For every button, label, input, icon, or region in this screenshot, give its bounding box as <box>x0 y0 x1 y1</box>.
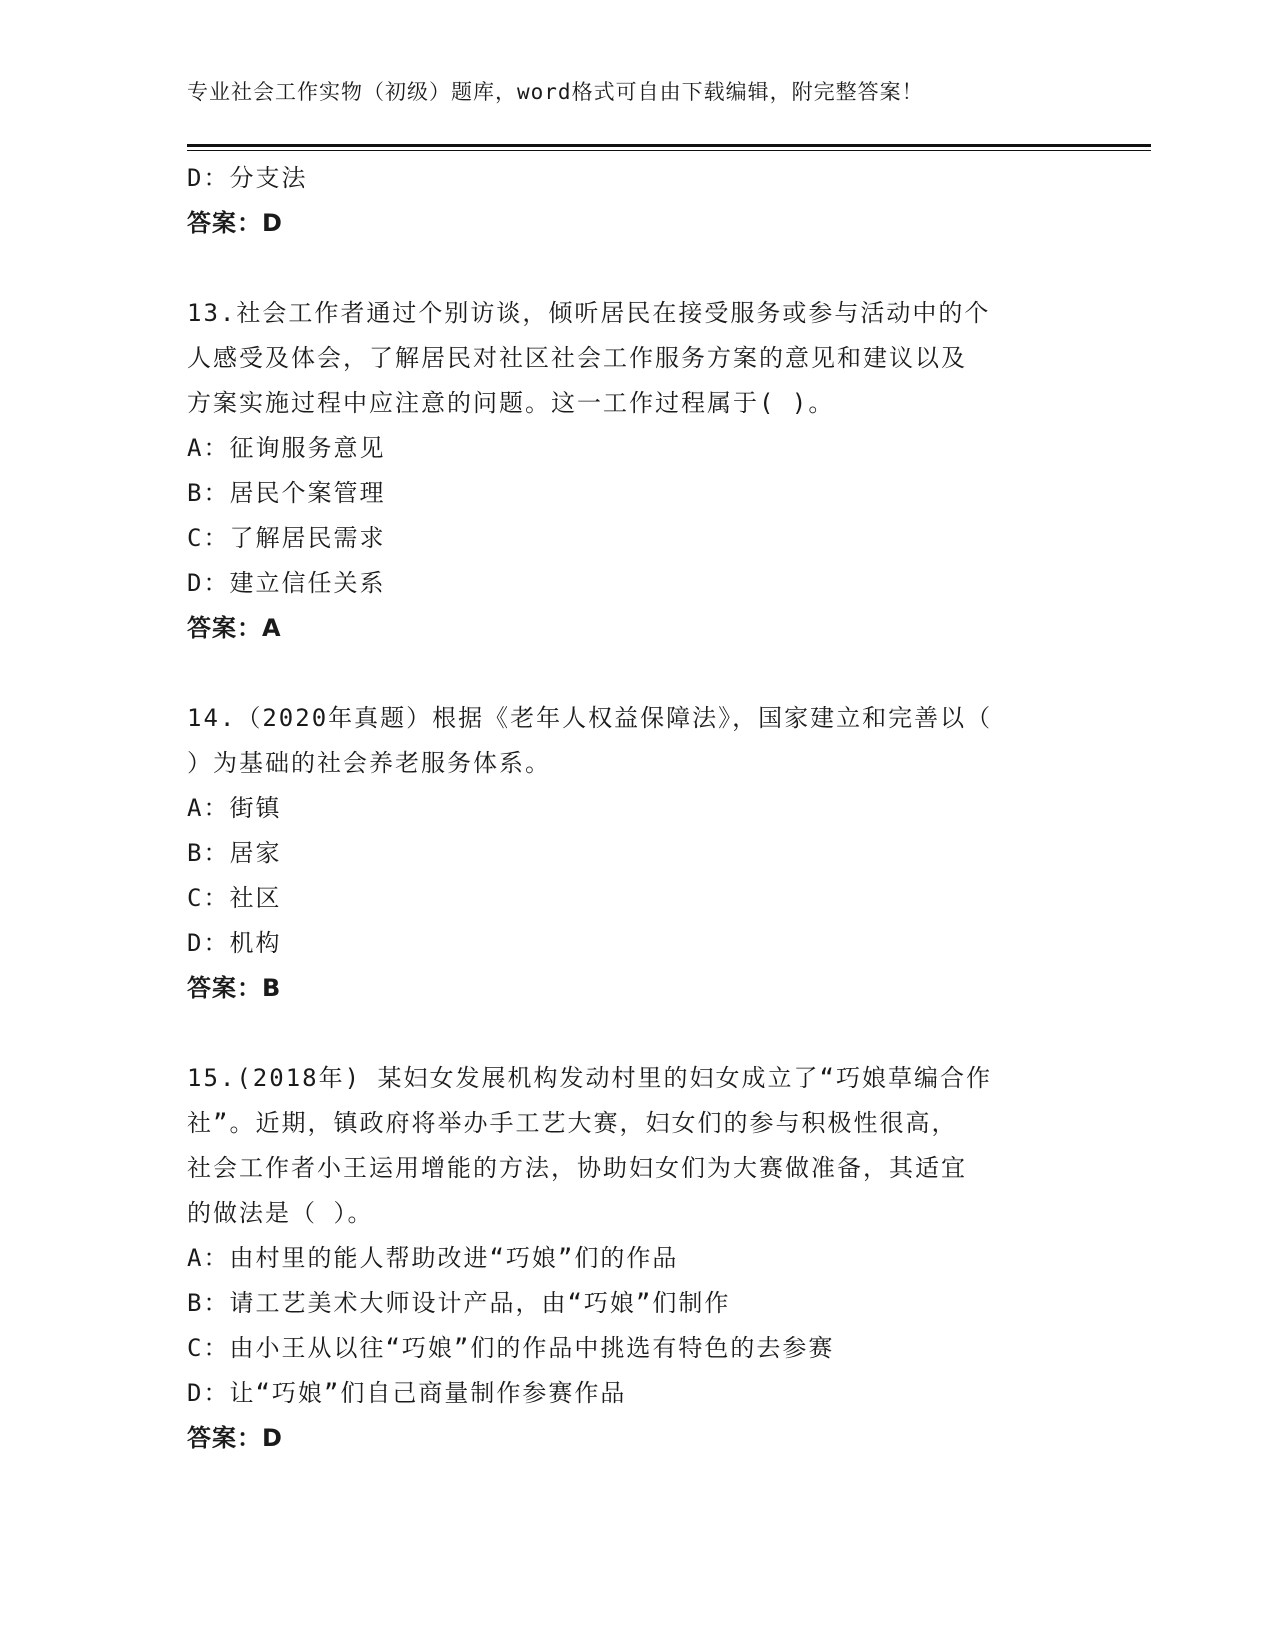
option-a: A：征询服务意见 <box>187 434 386 462</box>
option-a: A：街镇 <box>187 794 282 822</box>
answer: 答案：D <box>187 209 283 237</box>
question-line: 方案实施过程中应注意的问题。这一工作过程属于( )。 <box>187 389 835 417</box>
option-b: B：请工艺美术大师设计产品，由“巧娘”们制作 <box>187 1289 731 1317</box>
spacer <box>187 1011 1087 1056</box>
question-line: ）为基础的社会养老服务体系。 <box>187 749 551 777</box>
option-d: D：分支法 <box>187 164 308 192</box>
option-d: D：机构 <box>187 929 282 957</box>
question-line: 社”。近期，镇政府将举办手工艺大赛，妇女们的参与积极性很高， <box>187 1109 958 1137</box>
option-d: D：建立信任关系 <box>187 569 386 597</box>
question-14-text <box>187 696 1067 786</box>
option-c: C：了解居民需求 <box>187 524 386 552</box>
answer: 答案：A <box>187 614 282 642</box>
option-c: C：社区 <box>187 884 282 912</box>
answer: 答案：B <box>187 974 282 1002</box>
option-a: A：由村里的能人帮助改进“巧娘”们的作品 <box>187 1244 679 1272</box>
option-d: D：让“巧娘”们自己商量制作参赛作品 <box>187 1379 627 1407</box>
question-13-text <box>187 291 1067 426</box>
question-line: 社会工作者小王运用增能的方法，协助妇女们为大赛做准备，其适宜 <box>187 1154 967 1182</box>
option-c: C：由小王从以往“巧娘”们的作品中挑选有特色的去参赛 <box>187 1334 835 1362</box>
option-b: B：居家 <box>187 839 282 867</box>
question-line: 15.(2018年) 某妇女发展机构发动村里的妇女成立了“巧娘草编合作 <box>187 1064 992 1092</box>
question-15-text <box>187 1056 1067 1236</box>
question-line: 13.社会工作者通过个别访谈，倾听居民在接受服务或参与活动中的个 <box>187 299 991 327</box>
option-b: B：居民个案管理 <box>187 479 386 507</box>
spacer <box>187 246 1087 291</box>
question-line: 14.（2020年真题）根据《老年人权益保障法》，国家建立和完善以（ <box>187 704 993 732</box>
spacer <box>187 651 1087 696</box>
question-content <box>187 156 1087 1461</box>
question-line: 人感受及体会，了解居民对社区社会工作服务方案的意见和建议以及 <box>187 344 967 372</box>
answer: 答案：D <box>187 1424 283 1452</box>
header-rule-thin <box>187 150 1151 151</box>
question-line: 的做法是（ ）。 <box>187 1199 374 1227</box>
page-header: 专业社会工作实物（初级）题库，word格式可自由下载编辑，附完整答案！ <box>187 80 924 104</box>
header-rule-thick <box>187 144 1151 147</box>
